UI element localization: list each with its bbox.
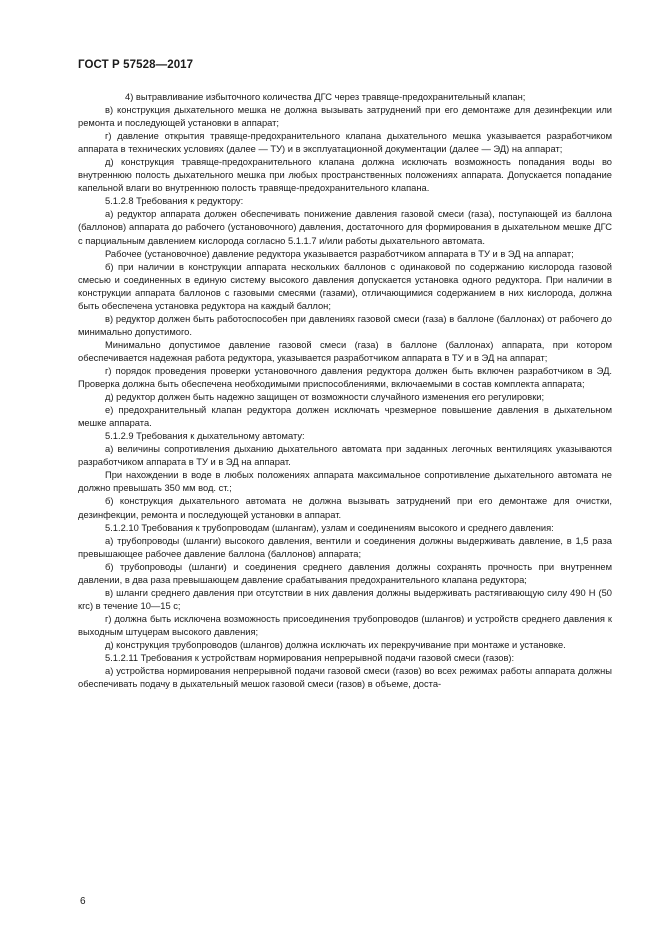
paragraph-item-b: б) при наличии в конструкции аппарата нескольких баллонов с одинаковой по содержанию кислорода газовой смесью и соединенных в единую систему высокого давления допускается установка одного редуктора. При наличии в конструкции аппарата баллонов с газовыми смесями (газами), отличающимися содержанием в них кислорода, должна быть обеспечена установка редуктора на каждый баллон;	[78, 261, 612, 311]
paragraph-item-g: г) давление открытия травяще-предохранительного клапана дыхательного мешка указывается разработчиком аппарата в технических условиях (далее — ТУ) и в эксплуатационной документации (далее — ЭД) на аппарат;	[78, 131, 612, 155]
paragraph-text: При нахождении в воде в любых положениях аппарата максимальное сопротивление дыхательного автомата не должно превышать 350 мм вод. ст.;	[78, 470, 612, 494]
section-heading-5-1-2-9: 5.1.2.9 Требования к дыхательному автомату:	[105, 431, 305, 442]
paragraph-item-d: д) конструкция травяще-предохранительного клапана должна исключать возможность попадания воды во внутреннюю полость дыхательного мешка при любых пространственных положениях аппарата. Допускается попадание капельной влаги во внутреннюю полость травяще-предохранительного клапана.	[78, 157, 612, 194]
paragraph-item-e: е) предохранительный клапан редуктора должен исключать чрезмерное повышение давления в дыхательном мешке аппарата.	[78, 405, 612, 429]
paragraph-text: Рабочее (установочное) давление редуктора указывается разработчиком аппарата в ТУ и в ЭД на аппарат;	[105, 248, 574, 259]
paragraph-clause-4: 4) вытравливание избыточного количества ДГС через травяще-предохранительный клапан;	[125, 92, 526, 102]
paragraph-item-g: г) должна быть исключена возможность присоединения трубопроводов (шлангов) и устройств среднего давления к выходным штуцерам высокого давления;	[78, 613, 612, 637]
paragraph-item-b: б) конструкция дыхательного автомата не должна вызывать затруднений при его демонтаже для очистки, дезинфекции, ремонта и последующей установки в аппарат.	[78, 496, 612, 520]
paragraph-item-d: д) конструкция трубопроводов (шлангов) должна исключать их перекручивание при монтаже и установке.	[105, 639, 566, 650]
paragraph-item-v: в) редуктор должен быть работоспособен при давлениях газовой смеси (газа) в баллоне (баллонах) от рабочего до минимально допустимого.	[78, 313, 612, 337]
paragraph-item-b: б) трубопроводы (шланги) и соединения среднего давления должны сохранять прочность при внутреннем давлении, в два раза превышающем давление срабатывания предохранительного клапана редуктора;	[78, 561, 612, 585]
paragraph-item-v: в) шланги среднего давления при отсутствии в них давления должны выдерживать растягивающую силу 490 Н (50 кгс) в течение 10—15 с;	[78, 587, 612, 611]
section-heading-5-1-2-8: 5.1.2.8 Требования к редуктору:	[105, 196, 244, 207]
standard-designation: ГОСТ Р 57528—2017	[78, 59, 194, 71]
document-body	[78, 91, 612, 691]
paragraph-item-a: а) редуктор аппарата должен обеспечивать понижение давления газовой смеси (газа), поступающей из баллона (баллонов) аппарата до рабочего (установочного) давления, достаточного для формирования в дыхательном мешке ДГС с парциальным давлением кислорода согласно 5.1.1.7 и/или работы дыхательного автомата.	[78, 209, 612, 246]
paragraph-text: Минимально допустимое давление газовой смеси (газа) в баллоне (баллонах) аппарата, при котором обеспечивается надежная работа редуктора, указывается разработчиком аппарата в ТУ и в ЭД на аппарат;	[78, 339, 612, 363]
page-number: 6	[80, 896, 86, 907]
paragraph-item-v: в) конструкция дыхательного мешка не должна вызывать затруднений при его демонтаже для дезинфекции или ремонта и последующей установки в аппарат;	[78, 105, 612, 129]
paragraph-item-a: а) устройства нормирования непрерывной подачи газовой смеси (газов) во всех режимах работы аппарата должны обеспечивать подачу в дыхательный мешок газовой смеси (газов) в объеме, доста-	[78, 666, 612, 690]
paragraph-item-a: а) величины сопротивления дыханию дыхательного автомата при заданных легочных вентиляциях указываются разработчиком аппарата в ТУ и в ЭД на аппарат.	[78, 444, 612, 468]
paragraph-item-g: г) порядок проведения проверки установочного давления редуктора должен быть включен разработчиком в ЭД. Проверка должна быть обеспечена необходимыми приспособлениями, включаемыми в состав комплекта аппарата;	[78, 365, 612, 390]
section-heading-5-1-2-10: 5.1.2.10 Требования к трубопроводам (шлангам), узлам и соединениям высокого и среднего давления:	[105, 522, 554, 533]
section-heading-5-1-2-11: 5.1.2.11 Требования к устройствам нормирования непрерывной подачи газовой смеси (газов):	[105, 653, 515, 664]
paragraph-item-a: а) трубопроводы (шланги) высокого давления, вентили и соединения должны выдерживать давление, в 1,5 раза превышающее рабочее давление баллона (баллонов) аппарата;	[78, 535, 612, 559]
paragraph-item-d: д) редуктор должен быть надежно защищен от возможности случайного изменения его регулировки;	[105, 392, 545, 403]
